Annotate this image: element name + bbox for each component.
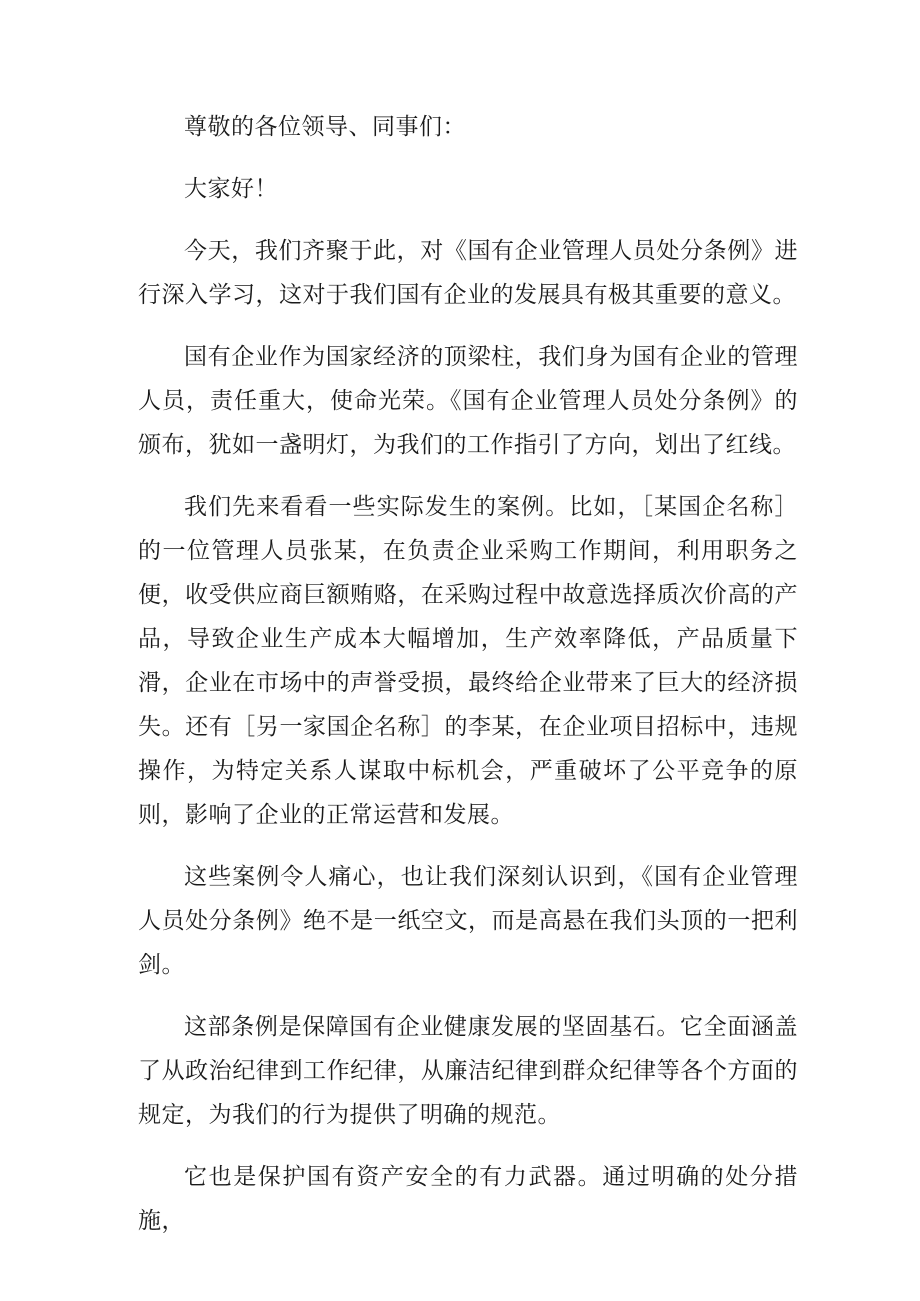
paragraph-role: 国有企业作为国家经济的顶梁柱，我们身为国有企业的管理人员，责任重大，使命光荣。《国有企业管理人员处分条例》的颁布，犹如一盏明灯，为我们的工作指引了方向，划出了红线。 bbox=[138, 344, 798, 458]
salutation: 尊敬的各位领导、同事们： bbox=[184, 114, 466, 140]
paragraph-cases: 我们先来看看一些实际发生的案例。比如，［某国企名称］的一位管理人员张某，在负责企业采购工作期间，利用职务之便，收受供应商巨额贿赂，在采购过程中故意选择质次价高的产品，导致企业生产成本大幅增加，生产效率降低，产品质量下滑，企业在市场中的声誉受损，最终给企业带来了巨大的经济损失。还有［另一家国企名称］的李某，在企业项目招标中，违规操作，为特定关系人谋取中标机会，严重破坏了公平竞争的原则，影响了企业的正常运营和发展。 bbox=[138, 494, 798, 828]
paragraph-foundation: 这部条例是保障国有企业健康发展的坚固基石。它全面涵盖了从政治纪律到工作纪律，从廉洁纪律到群众纪律等各个方面的规定，为我们的行为提供了明确的规范。 bbox=[138, 1014, 798, 1128]
paragraph-reflection: 这些案例令人痛心，也让我们深刻认识到，《国有企业管理人员处分条例》绝不是一纸空文，而是高悬在我们头顶的一把利剑。 bbox=[138, 864, 798, 978]
paragraph-weapon: 它也是保护国有资产安全的有力武器。通过明确的处分措施， bbox=[138, 1164, 798, 1234]
greeting: 大家好！ bbox=[184, 176, 278, 202]
document-body bbox=[138, 105, 798, 1261]
paragraph-intro: 今天，我们齐聚于此，对《国有企业管理人员处分条例》进行深入学习，这对于我们国有企业的发展具有极其重要的意义。 bbox=[138, 238, 798, 308]
